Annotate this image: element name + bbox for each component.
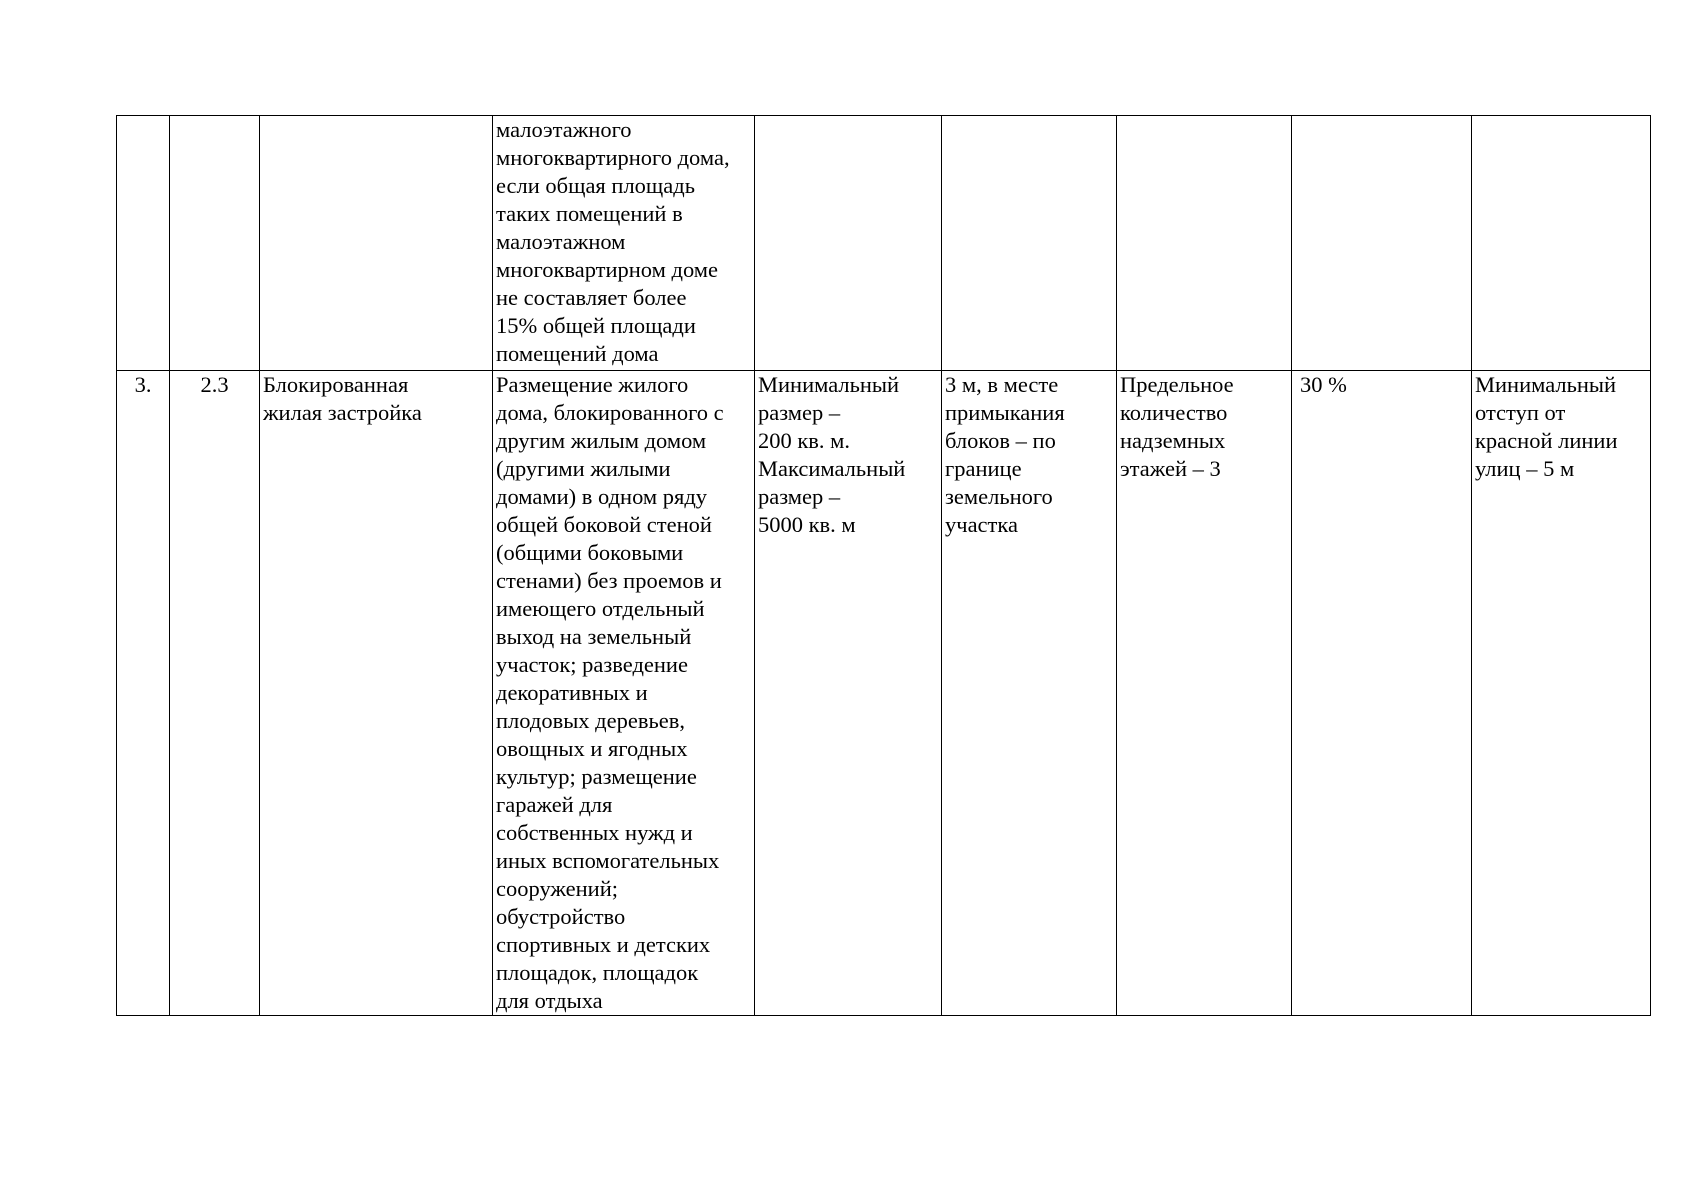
cell-description: малоэтажного многоквартирного дома, если общая площадь таких помещений в малоэтажном многоквартирном доме не составляет более 15% общей площади помещений дома [493,116,755,371]
cell-plot-size [755,116,942,371]
cell-floors [1117,116,1292,371]
cell-setback [942,116,1117,371]
table-row-continuation [117,116,1651,371]
cell-red-line-setback [1472,116,1651,371]
table-row-3 [117,371,1651,1016]
cell-plot-size: Минимальный размер – 200 кв. м. Максимальный размер – 5000 кв. м [755,371,942,1016]
cell-number [117,116,170,371]
cell-description: Размещение жилого дома, блокированного с другим жилым домом (другими жилыми домами) в одном ряду общей боковой стеной (общими боковыми стенами) без проемов и имеющего отдельный выход на земельный участок; разведение декоративных и плодовых деревьев, овощных и ягодных культур; размещение гаражей для собственных нужд и иных вспомогательных сооружений; обустройство спортивных и детских площадок, площадок для отдыха [493,371,755,1016]
cell-code [170,116,260,371]
cell-floors: Предельное количество надземных этажей – 3 [1117,371,1292,1016]
regulations-table [116,115,1651,1016]
cell-number: 3. [117,371,170,1016]
cell-name: Блокированная жилая застройка [260,371,493,1016]
cell-coverage: 30 % [1292,371,1472,1016]
cell-coverage [1292,116,1472,371]
cell-code: 2.3 [170,371,260,1016]
cell-name [260,116,493,371]
cell-setback: 3 м, в месте примыкания блоков – по границе земельного участка [942,371,1117,1016]
cell-red-line-setback: Минимальный отступ от красной линии улиц – 5 м [1472,371,1651,1016]
